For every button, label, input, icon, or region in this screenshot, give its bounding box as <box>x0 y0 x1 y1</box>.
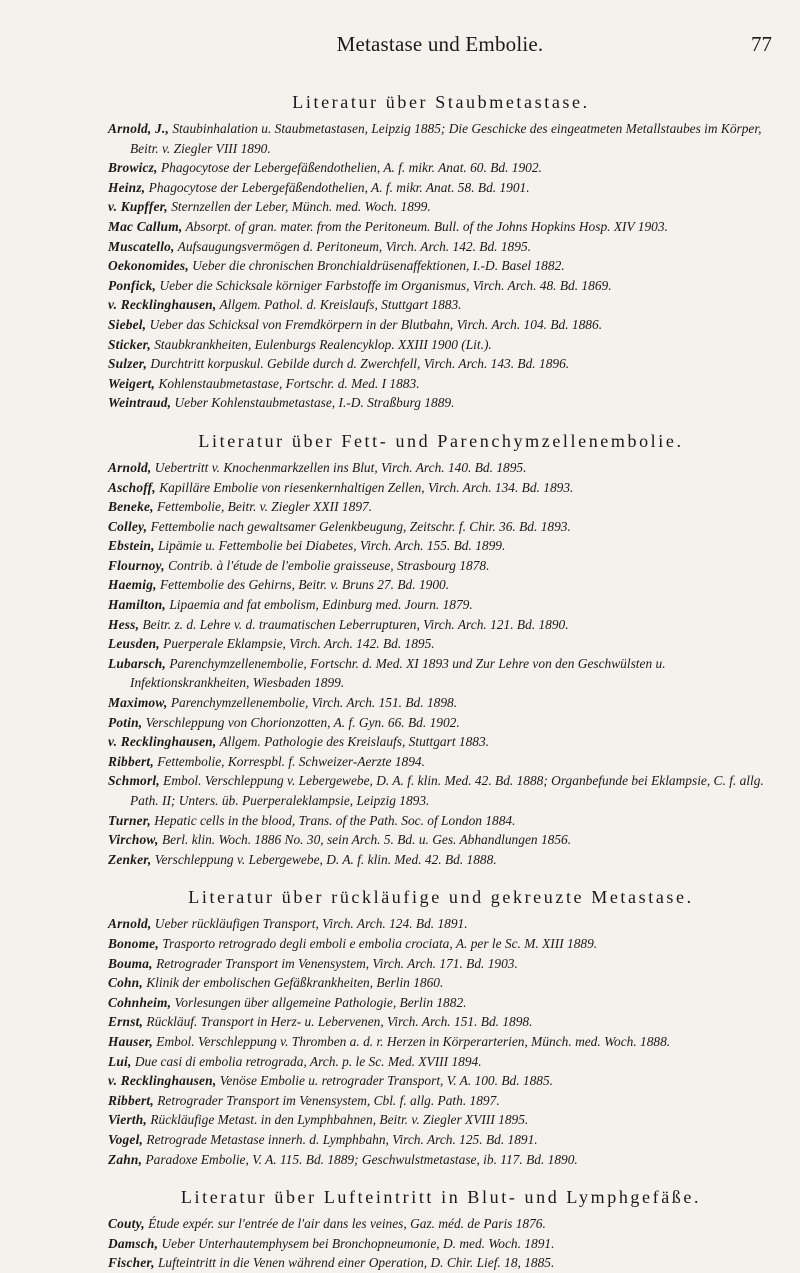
running-title: Metastase und Embolie. <box>336 32 544 56</box>
entry-citation: Verschleppung v. Lebergewebe, D. A. f. klin. Med. 42. Bd. 1888. <box>151 851 497 867</box>
bibliography-entry <box>108 1032 774 1052</box>
entry-citation: Parenchymzellenembolie, Fortschr. d. Med. XI 1893 und Zur Lehre von den Geschwülsten u. Infektionskrankheiten, Wiesbaden 1899. <box>130 655 666 691</box>
entry-citation: Absorpt. of gran. mater. from the Peritoneum. Bull. of the Johns Hopkins Hosp. XIV 1903. <box>182 218 668 234</box>
entry-citation: Durchtritt korpuskul. Gebilde durch d. Zwerchfell, Virch. Arch. 143. Bd. 1896. <box>147 356 570 372</box>
entry-citation: Étude expér. sur l'entrée de l'air dans les veines, Gaz. méd. de Paris 1876. <box>144 1216 546 1232</box>
entry-citation: Ueber Kohlenstaubmetastase, I.-D. Straßburg 1889. <box>171 395 455 411</box>
bibliography-entry <box>108 178 774 198</box>
bibliography-entry <box>108 713 774 733</box>
bibliography-entry <box>108 295 774 315</box>
entry-author: Arnold, <box>108 916 152 932</box>
bibliography-entry <box>108 393 774 413</box>
bibliography-entry <box>108 752 774 772</box>
entry-author: Cohnheim, <box>108 994 172 1010</box>
entry-author: Ribbert, <box>108 753 154 769</box>
entry-citation: Allgem. Pathologie des Kreislaufs, Stuttgart 1883. <box>216 734 490 750</box>
entry-citation: Paradoxe Embolie, V. A. 115. Bd. 1889; Geschwulstmetastase, ib. 117. Bd. 1890. <box>142 1151 578 1167</box>
entry-citation: Aufsaugungsvermögen d. Peritoneum, Virch. Arch. 142. Bd. 1895. <box>174 238 531 254</box>
entry-author: Fischer, <box>108 1255 155 1271</box>
entry-citation: Ueber die Schicksale körniger Farbstoffe im Organismus, Virch. Arch. 48. Bd. 1869. <box>156 277 612 293</box>
bibliography-entry <box>108 497 774 517</box>
entry-author: Schmorl, <box>108 773 160 789</box>
entry-citation: Ueber rückläufigen Transport, Virch. Arch. 124. Bd. 1891. <box>151 916 468 932</box>
bibliography-entry <box>108 654 774 693</box>
bibliography-entry <box>108 914 774 934</box>
entry-author: Browicz, <box>108 160 158 176</box>
bibliography-entry <box>108 374 774 394</box>
bibliography-entry <box>108 197 774 217</box>
entry-author: Ernst, <box>108 1014 144 1030</box>
entry-author: v. Kupffer, <box>108 199 168 215</box>
bibliography-entry <box>108 517 774 537</box>
bibliography-entry <box>108 634 774 654</box>
bibliography-entry <box>108 811 774 831</box>
entry-author: Ribbert, <box>108 1092 154 1108</box>
entry-citation: Parenchymzellenembolie, Virch. Arch. 151. Bd. 1898. <box>167 695 458 711</box>
entry-author: Mac Callum, <box>108 218 183 234</box>
entry-citation: Rückläufige Metast. in den Lymphbahnen, Beitr. v. Ziegler XVIII 1895. <box>146 1112 529 1128</box>
entry-author: Haemig, <box>108 577 157 593</box>
entry-citation: Staubinhalation u. Staubmetastasen, Leipzig 1885; Die Geschicke des eingeatmeten Metallstaubes im Körper, Beitr. v. Ziegler VIII 1890. <box>130 121 762 156</box>
entry-author: Zahn, <box>108 1151 143 1167</box>
bibliography-entry <box>108 237 774 257</box>
entry-citation: Uebertritt v. Knochenmarkzellen ins Blut, Virch. Arch. 140. Bd. 1895. <box>151 459 527 475</box>
bibliography-entry <box>108 335 774 355</box>
bibliography-entry <box>108 556 774 576</box>
entry-citation: Phagocytose der Lebergefäßendothelien, A. f. mikr. Anat. 58. Bd. 1901. <box>145 179 530 195</box>
entry-author: v. Recklinghausen, <box>108 734 217 750</box>
entry-author: Couty, <box>108 1216 145 1232</box>
entry-author: Oekonomides, <box>108 258 189 274</box>
bibliography-entry <box>108 1130 774 1150</box>
bibliography-entry <box>108 315 774 335</box>
entry-citation: Lipaemia and fat embolism, Edinburg med. Journ. 1879. <box>165 597 473 613</box>
entry-author: Lui, <box>108 1053 132 1069</box>
entry-citation: Beitr. z. d. Lehre v. d. traumatischen Leberrupturen, Virch. Arch. 121. Bd. 1890. <box>139 616 569 632</box>
entry-author: Beneke, <box>108 499 154 515</box>
bibliography-entry <box>108 458 774 478</box>
entry-citation: Klinik der embolischen Gefäßkrankheiten, Berlin 1860. <box>142 975 444 991</box>
bibliography-entry <box>108 1052 774 1072</box>
bibliography-entry <box>108 693 774 713</box>
bibliography-entry <box>108 478 774 498</box>
entry-author: Flournoy, <box>108 557 165 573</box>
section-heading: Literatur über rückläufige und gekreuzte Metastase. <box>188 887 694 908</box>
entry-citation: Ueber das Schicksal von Fremdkörpern in der Blutbahn, Virch. Arch. 104. Bd. 1886. <box>146 316 603 332</box>
entry-citation: Berl. klin. Woch. 1886 No. 30, sein Arch. 5. Bd. u. Ges. Abhandlungen 1856. <box>158 832 572 848</box>
entry-citation: Lufteintritt in die Venen während einer Operation, D. Chir. Lief. 18, 1885. <box>154 1255 555 1271</box>
entry-author: v. Recklinghausen, <box>108 297 217 313</box>
entry-citation: Verschleppung von Chorionzotten, A. f. Gyn. 66. Bd. 1902. <box>142 714 460 730</box>
entry-citation: Venöse Embolie u. retrograder Transport, V. A. 100. Bd. 1885. <box>216 1073 554 1089</box>
entry-author: Ebstein, <box>108 538 155 554</box>
entry-citation: Staubkrankheiten, Eulenburgs Realencyklop. XXIII 1900 (Lit.). <box>150 336 492 352</box>
page-number: 77 <box>751 32 772 56</box>
bibliography-entry <box>108 771 774 810</box>
entry-author: Aschoff, <box>108 479 156 495</box>
entry-citation: Ueber Unterhautemphysem bei Bronchopneumonie, D. med. Woch. 1891. <box>158 1235 555 1251</box>
entry-citation: Hepatic cells in the blood, Trans. of the Path. Soc. of London 1884. <box>150 812 516 828</box>
entry-citation: Kapilläre Embolie von riesenkernhaltigen Zellen, Virch. Arch. 134. Bd. 1893. <box>155 479 574 495</box>
bibliography-entry <box>108 1110 774 1130</box>
entry-citation: Kohlenstaubmetastase, Fortschr. d. Med. I 1883. <box>155 375 420 391</box>
entry-author: Bonome, <box>108 935 159 951</box>
entry-author: Arnold, <box>108 459 152 475</box>
entry-author: Siebel, <box>108 316 147 332</box>
entry-citation: Lipämie u. Fettembolie bei Diabetes, Virch. Arch. 155. Bd. 1899. <box>154 538 506 554</box>
entry-author: Ponfick, <box>108 277 157 293</box>
entry-citation: Fettembolie, Korrespbl. f. Schweizer-Aerzte 1894. <box>153 753 425 769</box>
section-heading: Literatur über Fett- und Parenchymzellenembolie. <box>198 430 684 451</box>
bibliography-entry <box>108 217 774 237</box>
bibliography-entry <box>108 993 774 1013</box>
bibliography-entry <box>108 1091 774 1111</box>
bibliography-entry <box>108 276 774 296</box>
entry-author: Arnold, J., <box>108 121 169 136</box>
entry-citation: Vorlesungen über allgemeine Pathologie, Berlin 1882. <box>171 994 467 1010</box>
bibliography-entry <box>108 158 774 178</box>
entry-author: Sulzer, <box>108 356 147 372</box>
entry-citation: Puerperale Eklampsie, Virch. Arch. 142. Bd. 1895. <box>159 636 435 652</box>
entry-author: Weintraud, <box>108 395 172 411</box>
entry-citation: Embol. Verschleppung v. Lebergewebe, D. A. f. klin. Med. 42. Bd. 1888; Organbefunde bei Eklampsie, C. f. allg. Path. II; Unters. üb. Puerperaleklampsie, Leipzig 1893. <box>130 773 764 808</box>
entry-author: Zenker, <box>108 851 152 867</box>
entry-author: Weigert, <box>108 375 156 391</box>
section-heading: Literatur über Staubmetastase. <box>292 92 590 112</box>
bibliography-entry <box>108 615 774 635</box>
entry-citation: Embol. Verschleppung v. Thromben a. d. r. Herzen in Körperarterien, Münch. med. Woch. 1888. <box>152 1033 671 1049</box>
entry-citation: Fettembolie nach gewaltsamer Gelenkbeugung, Zeitschr. f. Chir. 36. Bd. 1893. <box>147 518 571 534</box>
section-heading: Literatur über Lufteintritt in Blut- und Lymphgefäße. <box>180 1187 702 1208</box>
bibliography-entry <box>108 954 774 974</box>
entry-citation: Trasporto retrogrado degli emboli e embolia crociata, A. per le Sc. M. XIII 1889. <box>158 935 598 951</box>
entry-author: Vierth, <box>108 1112 147 1128</box>
running-head <box>108 32 772 60</box>
bibliography-entry <box>108 595 774 615</box>
entry-citation: Retrograde Metastase innerh. d. Lymphbahn, Virch. Arch. 125. Bd. 1891. <box>143 1131 538 1147</box>
entry-author: Potin, <box>108 714 143 730</box>
bibliography-entry <box>108 1234 774 1254</box>
entry-citation: Due casi di embolia retrograda, Arch. p. le Sc. Med. XVIII 1894. <box>131 1053 482 1069</box>
entry-author: Hamilton, <box>108 597 166 613</box>
bibliography-entry <box>108 1150 774 1170</box>
entry-author: Turner, <box>108 812 151 828</box>
bibliography-entry <box>108 119 774 158</box>
entry-author: Vogel, <box>108 1131 144 1147</box>
entry-citation: Fettembolie des Gehirns, Beitr. v. Bruns 27. Bd. 1900. <box>156 577 450 593</box>
bibliography-entry <box>108 732 774 752</box>
entry-citation: Contrib. à l'étude de l'embolie graisseuse, Strasbourg 1878. <box>164 557 490 573</box>
entry-author: Colley, <box>108 518 148 534</box>
bibliography-entry <box>108 256 774 276</box>
entry-citation: Allgem. Pathol. d. Kreislaufs, Stuttgart 1883. <box>216 297 462 313</box>
bibliography-entry <box>108 1214 774 1234</box>
entry-author: Maximow, <box>108 695 168 711</box>
bibliography-entry <box>108 575 774 595</box>
bibliography-entry <box>108 934 774 954</box>
bibliography-entry <box>108 536 774 556</box>
entry-citation: Ueber die chronischen Bronchialdrüsenaffektionen, I.-D. Basel 1882. <box>188 258 565 274</box>
entry-citation: Phagocytose der Lebergefäßendothelien, A. f. mikr. Anat. 60. Bd. 1902. <box>157 160 542 176</box>
bibliography-entry <box>108 850 774 870</box>
bibliography-entry <box>108 354 774 374</box>
entry-citation: Retrograder Transport im Venensystem, Virch. Arch. 171. Bd. 1903. <box>152 955 518 971</box>
entry-author: Leusden, <box>108 636 160 652</box>
entry-citation: Rückläuf. Transport in Herz- u. Lebervenen, Virch. Arch. 151. Bd. 1898. <box>143 1014 533 1030</box>
bibliography-content <box>108 92 774 1273</box>
entry-author: Bouma, <box>108 955 153 971</box>
entry-author: Lubarsch, <box>108 655 166 671</box>
entry-author: Hess, <box>108 616 140 632</box>
entry-author: Damsch, <box>108 1235 159 1251</box>
entry-author: Heinz, <box>108 179 146 195</box>
entry-author: Cohn, <box>108 975 143 991</box>
bibliography-entry <box>108 1253 774 1273</box>
bibliography-entry <box>108 1071 774 1091</box>
bibliography-entry <box>108 973 774 993</box>
bibliography-entry <box>108 1012 774 1032</box>
entry-author: Muscatello, <box>108 238 175 254</box>
bibliography-entry <box>108 830 774 850</box>
entry-citation: Fettembolie, Beitr. v. Ziegler XXII 1897. <box>153 499 373 515</box>
entry-citation: Sternzellen der Leber, Münch. med. Woch. 1899. <box>167 199 431 215</box>
entry-author: Hauser, <box>108 1033 153 1049</box>
entry-author: Sticker, <box>108 336 151 352</box>
entry-author: v. Recklinghausen, <box>108 1073 217 1089</box>
entry-citation: Retrograder Transport im Venensystem, Cbl. f. allg. Path. 1897. <box>153 1092 500 1108</box>
entry-author: Virchow, <box>108 832 159 848</box>
